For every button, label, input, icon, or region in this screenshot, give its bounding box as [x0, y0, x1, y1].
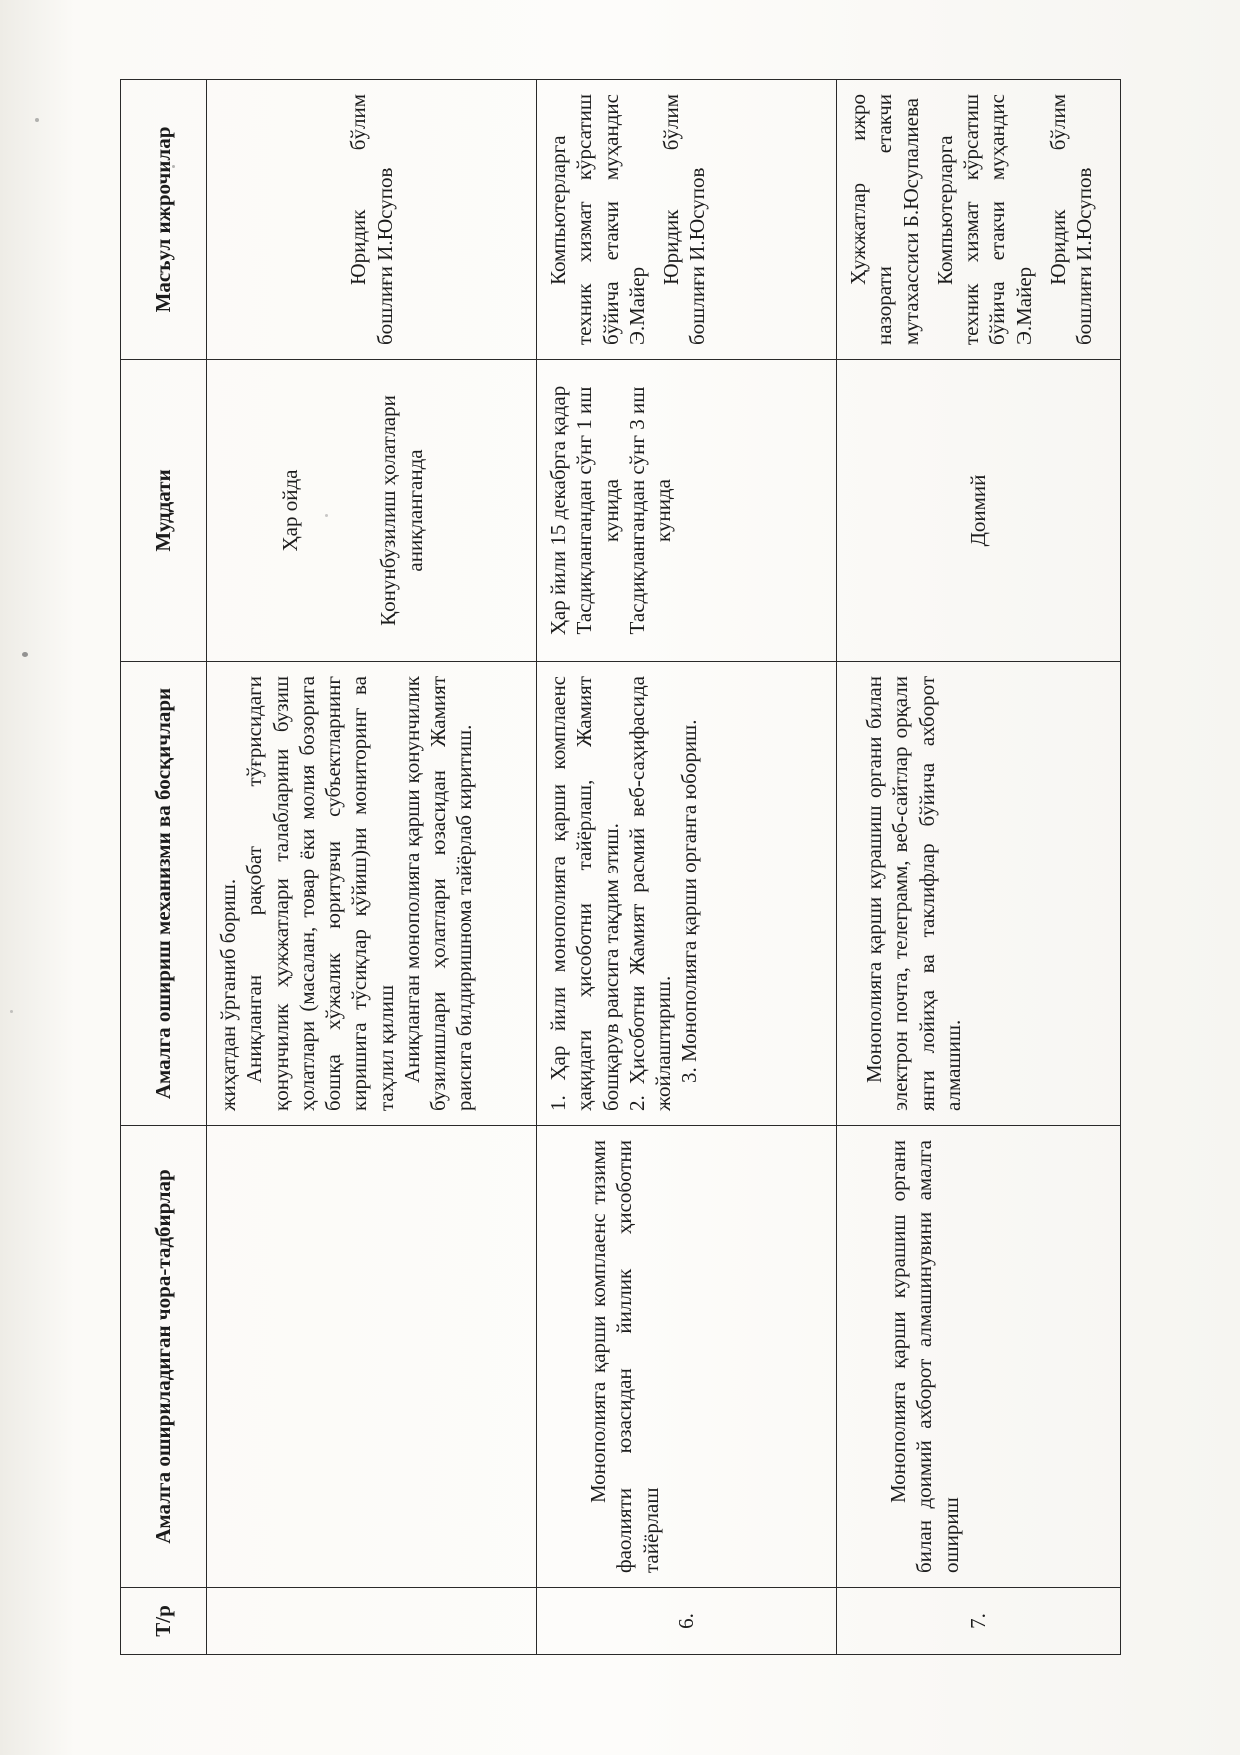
responsible-person: Юридик бўлим бошлиғи И.Юсупов: [1045, 94, 1096, 345]
mechanism-line: жиҳатдан ўрганиб бориш.: [216, 878, 240, 1111]
cell-action: [837, 1126, 1121, 1588]
deadline-text: Ҳар йили 15 декабрга қадар: [546, 385, 570, 636]
deadline-text: Доимий: [966, 474, 991, 547]
table-row-continuation: [207, 80, 537, 1655]
action-text: Монополияга қарши комплаенс тизими фаолияти юзасидан йиллик ҳисоботни тайёрлаш: [586, 1140, 663, 1573]
deadline-text: Тасдиқлангандан сўнг 3 иш кунида: [624, 386, 675, 635]
rotated-document-page: [120, 80, 1120, 1655]
responsible-person: Юридик бўлим бошлиғи И.Юсупов: [346, 94, 397, 345]
cell-responsible: [537, 80, 837, 360]
responsible-person: Компьютерларга техник хизмат кўрсатиш бўйича етакчи муҳандис Э.Майер: [932, 94, 1036, 345]
header-deadline: Муддати: [121, 360, 207, 662]
cell-action-empty: [207, 1126, 537, 1588]
table-header-row: [121, 80, 207, 1655]
scan-speck: [22, 652, 28, 657]
row-number: 7.: [837, 1588, 1121, 1655]
table-row-7: [837, 80, 1121, 1655]
deadline-text: Ҳар ойда: [278, 469, 302, 552]
mechanism-item: 1. Ҳар йили монополияга қарши комплаенс ҳақидаги ҳисоботни тайёрлаш, Жамият бошқарув раисига тақдим этиш.: [546, 676, 623, 1111]
header-action: Амалга ошириладиган чора-тадбирлар: [121, 1126, 207, 1588]
responsible-person: Компьютерларга техник хизмат кўрсатиш бўйича етакчи муҳандис Э.Майер: [546, 94, 649, 345]
mechanism-item: 3. Монополияга қарши органга юбориш.: [677, 719, 702, 1083]
cell-responsible: [207, 80, 537, 360]
deadline-text: Қонунбузилиш ҳолатлари аниқланганда: [376, 395, 427, 626]
cell-mechanism: [537, 662, 837, 1126]
cell-deadline: [207, 360, 537, 662]
header-num: Т/р: [121, 1588, 207, 1655]
row-number: 6.: [537, 1588, 837, 1655]
mechanism-text: Монополияга қарши курашиш органи билан электрон почта, телеграмм, веб-сайтлар орқали янги лойиҳа ва таклифлар бўйича ахборот алмашиш.: [862, 676, 965, 1111]
mechanism-line: Аниқланган рақобат тўғрисидаги қонунчилик ҳужжатлари талабларини бузиш ҳолатлари (масалан, товар ёки молия бозорига бошқа хўжалик юритувчи субъектларнинг киришига тўсиқлар қўйиш)ни мониторинг ва таҳлил қилиш: [242, 676, 398, 1111]
responsible-person: Юридик бўлим бошлиғи И.Юсупов: [659, 94, 710, 345]
cell-mechanism: [207, 662, 537, 1126]
action-text: Монополияга қарши курашиш органи билан доимий ахборот алмашинувини амалга ошириш: [886, 1140, 963, 1573]
cell-responsible: [837, 80, 1121, 360]
table-row-6: [537, 80, 837, 1655]
header-mechanism: Амалга ошириш механизми ва босқичлари: [121, 662, 207, 1126]
header-responsible: Масъул ижрочилар: [121, 80, 207, 360]
responsible-person: Ҳужжатлар ижро назорати етакчи мутахассиси Б.Юсупалиева: [846, 94, 923, 345]
cell-mechanism: [837, 662, 1121, 1126]
mechanism-line: Аниқланган монополияга қарши қонунчилик бузилишлари ҳолатлари юзасидан Жамият раисига билдиришнома тайёрлаб киритиш.: [399, 676, 477, 1111]
scan-speck: [10, 1010, 13, 1013]
cell-deadline: [537, 360, 837, 662]
cell-action: [537, 1126, 837, 1588]
scan-speck: [35, 118, 39, 122]
mechanism-item: 2. Ҳисоботни Жамият расмий веб-саҳифасида жойлаштириш.: [624, 676, 675, 1111]
cell-num-empty: [207, 1588, 537, 1655]
action-plan-table: [120, 79, 1121, 1655]
deadline-text: Тасдиқлангандан сўнг 1 иш кунида: [572, 386, 623, 635]
cell-deadline: [837, 360, 1121, 662]
